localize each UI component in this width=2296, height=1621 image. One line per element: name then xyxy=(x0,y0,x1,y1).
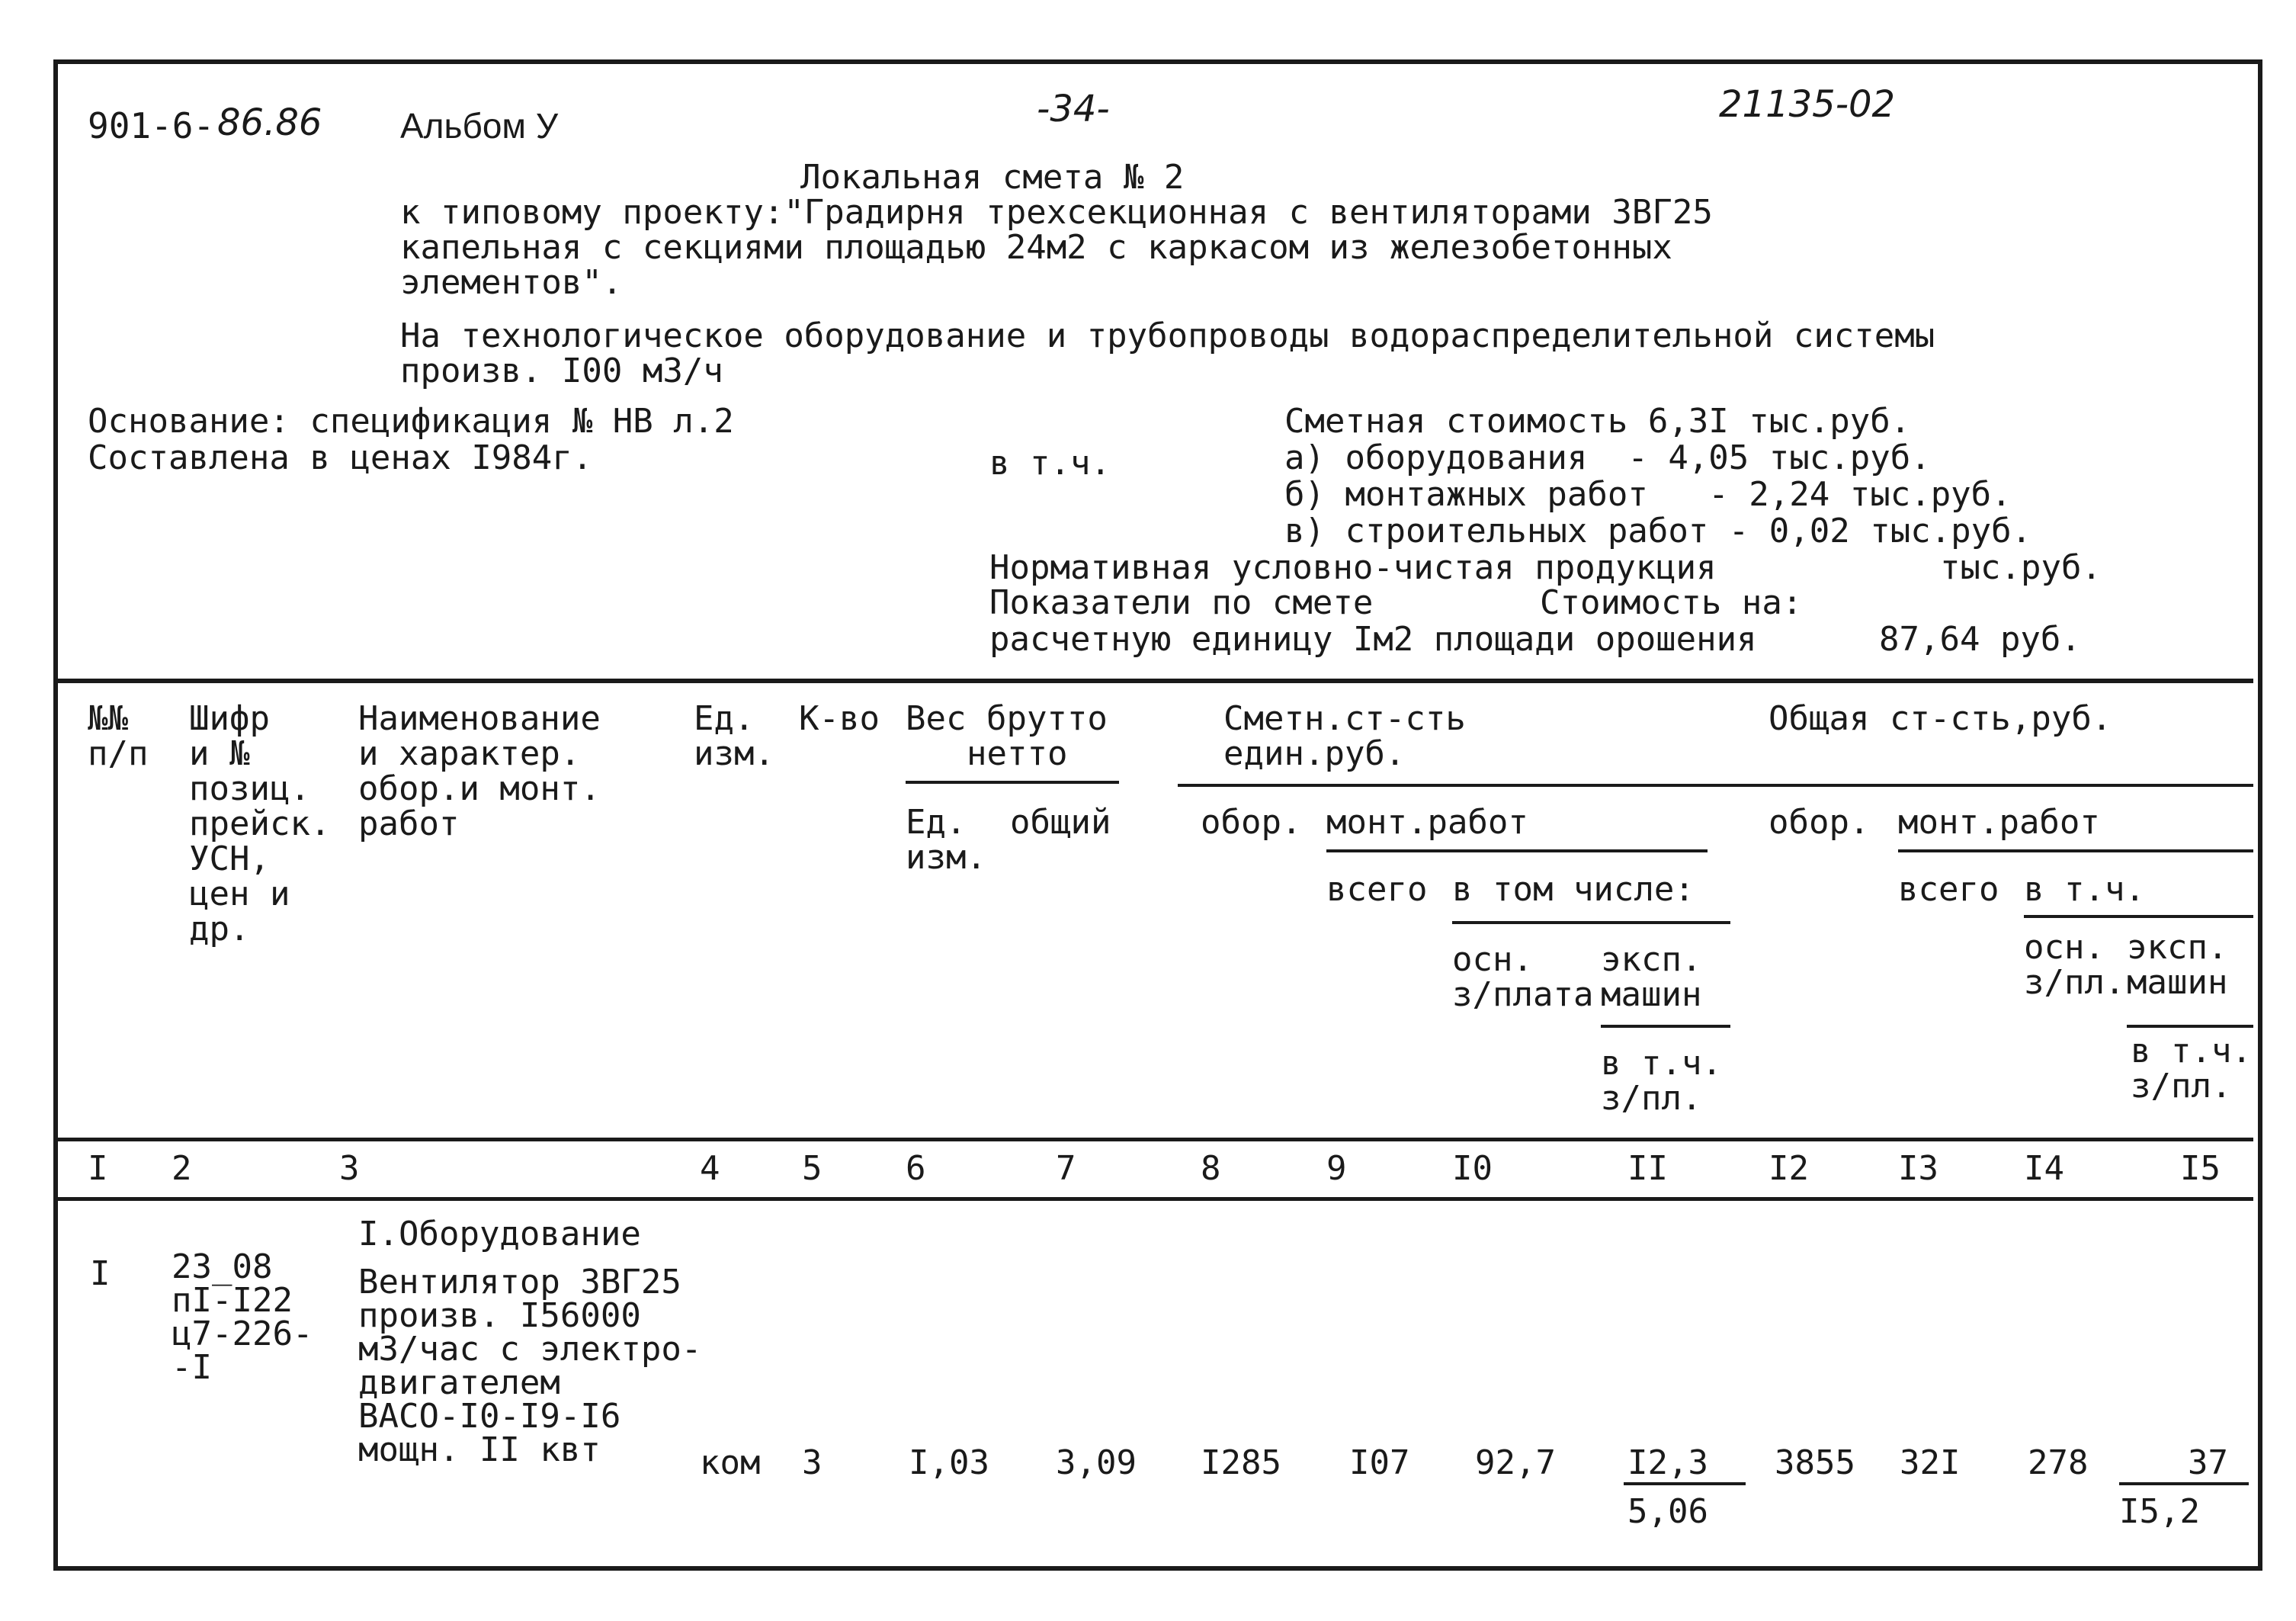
table-top-rule xyxy=(58,679,2253,683)
unit-eksp-zpl-header: в т.ч. з/пл. xyxy=(1601,1044,1722,1118)
doc-code-prefix: 901-6- xyxy=(88,105,215,146)
total-incl-header: в т.ч. xyxy=(2024,870,2145,909)
col-number: 9 xyxy=(1326,1149,1347,1188)
col-header-code: Шифр и № позиц. прейск. УСН, цен и др. xyxy=(189,699,331,949)
row-code: 23_08 пI-I22 ц7-226- -I xyxy=(172,1247,313,1387)
total-eksp-rule xyxy=(2127,1025,2253,1028)
col-header-num: №№ п/п xyxy=(88,699,149,773)
row-weight-total: 3,09 xyxy=(1056,1443,1137,1482)
col-number: I5 xyxy=(2180,1149,2221,1188)
col-header-name: Наименование и характер. обор.и монт. работ xyxy=(358,699,601,843)
row-name: Вентилятор 3ВГ25 произв. I56000 м3/час с электро- двигателем ВАСО-I0-I9-I6 мощн. II квт xyxy=(358,1263,702,1469)
cost-subheader-rule xyxy=(1178,784,2253,787)
total-mont-header: монт.работ xyxy=(1898,803,2100,842)
row-qty: 3 xyxy=(802,1443,823,1482)
col-number: II xyxy=(1627,1149,1668,1188)
cost-equipment: а) оборудования - 4,05 тыс.руб. xyxy=(1284,438,1931,477)
total-mont-rule xyxy=(1898,849,2253,852)
row-total-eksp-zpl: I5,2 xyxy=(2119,1492,2200,1531)
row-unit: ком xyxy=(700,1443,761,1482)
unit-vsego-header: всего xyxy=(1326,870,1428,909)
col-header-weight-net: нетто xyxy=(967,734,1068,773)
col-number: 6 xyxy=(906,1149,926,1188)
row-unit-eksp-zpl: 5,06 xyxy=(1627,1492,1708,1531)
row-unit-osn-zpl: 92,7 xyxy=(1475,1443,1556,1482)
col-header-weight-total: общий xyxy=(1010,803,1111,842)
project-line-1: к типовому проекту:"Градирня трехсекционная с вентиляторами 3ВГ25 xyxy=(400,193,1713,232)
project-line-3: элементов". xyxy=(400,263,623,302)
fraction-rule xyxy=(1624,1482,1746,1485)
col-number: I3 xyxy=(1898,1149,1938,1188)
col-number: 5 xyxy=(802,1149,823,1188)
col-number: 7 xyxy=(1056,1149,1076,1188)
row-unit-eksp: I2,3 xyxy=(1627,1443,1708,1482)
row-total-eksp: 37 xyxy=(2188,1443,2228,1482)
indicators-label: Показатели по смете xyxy=(989,583,1374,622)
col-number: 2 xyxy=(172,1149,192,1188)
cost-on-label: Стоимость на: xyxy=(1540,583,1803,622)
col-number: I0 xyxy=(1452,1149,1493,1188)
section-title: I.Оборудование xyxy=(358,1215,641,1253)
row-total-mont: 32I xyxy=(1900,1443,1961,1482)
unit-incl-header: в том числе: xyxy=(1452,870,1695,909)
total-vsego-header: всего xyxy=(1898,870,1999,909)
unit-mont-header: монт.работ xyxy=(1326,803,1528,842)
row-unit-obor: I285 xyxy=(1201,1443,1281,1482)
unit-osn-zplata-header: осн. з/плата xyxy=(1452,940,1594,1014)
col-number: 8 xyxy=(1201,1149,1221,1188)
total-eksp-zpl-header: в т.ч. з/пл. xyxy=(2131,1032,2252,1106)
row-weight-unit: I,03 xyxy=(909,1443,989,1482)
total-obor-header: обор. xyxy=(1768,803,1870,842)
row-total-obor: 3855 xyxy=(1775,1443,1855,1482)
col-number: I2 xyxy=(1768,1149,1809,1188)
incl-label: в т.ч. xyxy=(989,444,1111,483)
scope-line-2: произв. I00 м3/ч xyxy=(400,351,723,390)
normative-unit: тыс.руб. xyxy=(1940,548,2102,587)
unit-label: расчетную единицу Iм2 площади орошения xyxy=(989,620,1757,659)
col-header-unit: Ед. изм. xyxy=(694,699,774,773)
album-label: Альбом У xyxy=(400,106,559,146)
col-number: 3 xyxy=(339,1149,360,1188)
fraction-rule xyxy=(2119,1482,2249,1485)
cost-construction: в) строительных работ - 0,02 тыс.руб. xyxy=(1284,512,2032,550)
basis-line: Основание: спецификация № НВ л.2 xyxy=(88,402,734,441)
col-number: I4 xyxy=(2024,1149,2064,1188)
unit-obor-header: обор. xyxy=(1201,803,1302,842)
unit-cost-group-header: Сметн.ст-сть един.руб. xyxy=(1223,699,1466,773)
table-col-numbers-top-rule xyxy=(58,1138,2253,1141)
unit-incl-rule xyxy=(1452,921,1730,924)
col-header-weight: Вес брутто xyxy=(906,699,1108,738)
total-cost-group-header: Общая ст-сть,руб. xyxy=(1768,699,2112,738)
table-col-numbers-bottom-rule xyxy=(58,1197,2253,1201)
unit-mont-rule xyxy=(1326,849,1708,852)
normative-label: Нормативная условно-чистая продукция xyxy=(989,548,1717,587)
estimate-title: Локальная смета № 2 xyxy=(800,158,1185,197)
unit-eksp-header: эксп. машин xyxy=(1601,940,1702,1014)
col-number: I xyxy=(88,1149,108,1188)
total-eksp-header: эксп. машин xyxy=(2127,928,2228,1002)
project-line-2: капельная с секциями площадью 24м2 с каркасом из железобетонных xyxy=(400,228,1672,267)
total-cost: Сметная стоимость 6,3I тыс.руб. xyxy=(1284,402,1911,441)
prices-line: Составлена в ценах I984г. xyxy=(88,438,593,477)
doc-code-handwritten: 86.86 xyxy=(217,101,322,144)
project-code: 21135-02 xyxy=(1719,83,1896,126)
row-unit-mont: I07 xyxy=(1349,1443,1410,1482)
row-num: I xyxy=(90,1254,111,1293)
page-number: -34- xyxy=(1037,88,1110,130)
row-total-osn-zpl: 278 xyxy=(2028,1443,2089,1482)
col-header-qty: К-во xyxy=(799,699,880,738)
total-osn-zpl-header: осн. з/пл. xyxy=(2024,928,2125,1002)
col-header-weight-unit: Ед. изм. xyxy=(906,803,986,877)
weight-subheader-rule xyxy=(906,781,1119,784)
unit-value: 87,64 руб. xyxy=(1879,620,2081,659)
total-incl-rule xyxy=(2024,915,2253,918)
col-number: 4 xyxy=(700,1149,720,1188)
unit-eksp-rule xyxy=(1601,1025,1730,1028)
cost-installation: б) монтажных работ - 2,24 тыс.руб. xyxy=(1284,475,2012,514)
scope-line-1: На технологическое оборудование и трубопроводы водораспределительной системы xyxy=(400,316,1935,355)
